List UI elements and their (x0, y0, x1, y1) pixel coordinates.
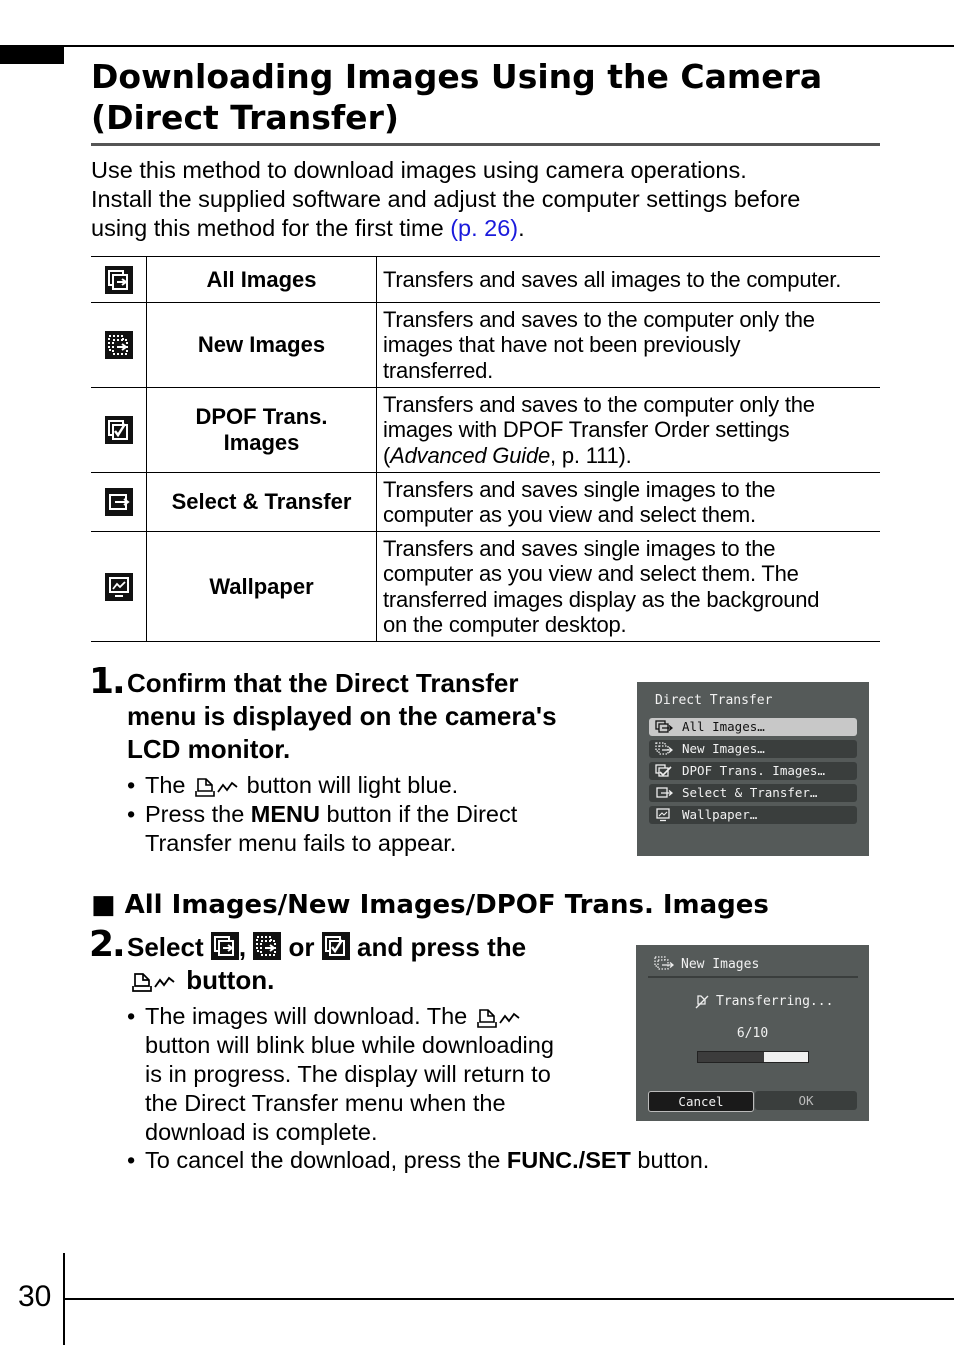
new-images-icon (105, 331, 133, 359)
bullet-text: To cancel the download, press the (145, 1147, 507, 1173)
lcd-menu-label: New Images… (682, 741, 765, 756)
dpof-images-icon (655, 764, 673, 778)
page-26-link[interactable]: (p. 26) (450, 215, 519, 241)
wallpaper-icon (655, 808, 673, 822)
step-1-heading (127, 667, 627, 766)
bullet-dot: • (127, 1147, 136, 1173)
new-images-icon (253, 932, 281, 960)
intro-line-3 (91, 214, 891, 243)
transfer-mode-table (91, 256, 880, 642)
table-mode-desc (377, 532, 881, 642)
bullet-text: Transfer menu fails to appear. (145, 830, 457, 856)
lcd-progress-title: New Images (681, 957, 760, 972)
new-images-icon (655, 742, 673, 756)
step-2-heading-line2 (127, 964, 527, 997)
intro-line-2: Install the supplied software and adjust the computer settings before (91, 186, 801, 212)
table-mode-name: All Images (147, 257, 377, 303)
lcd-direct-transfer-menu (637, 682, 869, 856)
bullet-text: button. (630, 1147, 710, 1173)
section-heading-text: All Images/New Images/DPOF Trans. Images (124, 890, 769, 920)
table-icon-cell (91, 532, 147, 642)
print-share-icon (127, 970, 179, 994)
table-row (91, 473, 880, 532)
lcd-menu-label: Wallpaper… (682, 807, 758, 822)
step-1-bullet-2 (127, 800, 615, 858)
title-rule (91, 143, 880, 146)
heading-text: Select (127, 932, 204, 962)
desc-line: Transfers and saves to the computer only the (383, 391, 815, 417)
table-mode-desc (377, 473, 881, 532)
desc-line: Transfers and saves all images to the computer. (383, 266, 842, 292)
dpof-images-icon (105, 416, 133, 444)
bullet-text: button will light blue. (246, 772, 459, 798)
mode-name-line: Images (223, 430, 300, 455)
desc-line: transferred images display as the background (383, 586, 820, 612)
table-icon-cell (91, 473, 147, 532)
desc-line: Transfers and saves to the computer only the (383, 306, 815, 332)
table-row (91, 303, 880, 388)
print-share-icon (192, 776, 240, 798)
table-mode-desc (377, 388, 881, 473)
table-row (91, 532, 880, 642)
desc-line: transferred. (383, 357, 494, 383)
intro-period: . (518, 215, 525, 241)
lcd-title-divider (648, 976, 858, 978)
lcd-progress-bar (697, 1051, 809, 1063)
heading-text: button. (186, 965, 275, 995)
bullet-text: The images will download. The (145, 1003, 468, 1029)
desc-line: computer as you view and select them. (383, 502, 756, 527)
desc-line: Transfers and saves single images to the (383, 476, 776, 502)
table-mode-name (147, 388, 377, 473)
step-2-number: 2. (89, 924, 124, 965)
menu-button-ref: MENU (250, 801, 320, 827)
lcd-status: Transferring... (716, 994, 834, 1009)
all-images-icon (655, 720, 673, 734)
step-2-heading-line1 (127, 931, 627, 964)
bullet-dot: • (127, 1003, 136, 1029)
header-rule (0, 45, 954, 47)
table-mode-name: New Images (147, 303, 377, 388)
section-heading (91, 890, 891, 920)
new-images-icon (654, 956, 674, 972)
lcd-menu-item[interactable] (649, 740, 857, 758)
lcd-menu-item[interactable] (649, 784, 857, 802)
heading-text: and press the (357, 932, 527, 962)
step-1-bullet-1 (127, 771, 615, 800)
page-title-line1: Downloading Images Using the Camera (91, 57, 823, 96)
step-1-number: 1. (89, 661, 124, 702)
lcd-menu-item[interactable] (649, 718, 857, 736)
bullet-text: is in progress. The display will return to (145, 1061, 551, 1087)
bullet-text: The (145, 772, 186, 798)
lcd-menu-label: DPOF Trans. Images… (682, 763, 825, 778)
lcd-progress-fill (698, 1052, 764, 1062)
desc-paren: ( (383, 442, 391, 468)
bullet-text: download is complete. (145, 1119, 378, 1145)
dpof-images-icon (322, 932, 350, 960)
lcd-menu-label: Select & Transfer… (682, 785, 818, 800)
bullet-dot: • (127, 772, 136, 798)
table-row (91, 388, 880, 473)
page-number: 30 (18, 1280, 52, 1313)
lcd-transfer-progress (636, 945, 869, 1121)
page-title (91, 56, 891, 138)
desc-page-ref: , p. 111). (550, 442, 632, 468)
all-images-icon (105, 266, 133, 294)
desc-line: on the computer desktop. (383, 612, 627, 637)
lcd-menu-title: Direct Transfer (655, 693, 773, 708)
advanced-guide-ref: Advanced Guide (390, 442, 551, 468)
select-transfer-icon (105, 488, 133, 516)
table-icon-cell (91, 388, 147, 473)
wallpaper-icon (105, 573, 133, 601)
desc-line: computer as you view and select them. The (383, 561, 799, 586)
step-2-bullet-2 (127, 1146, 925, 1175)
table-icon-cell (91, 303, 147, 388)
lcd-count: 6/10 (736, 1026, 769, 1041)
table-row (91, 257, 880, 303)
footer-horizontal-rule (63, 1298, 954, 1300)
bullet-text: button will blink blue while downloading (145, 1032, 554, 1058)
heading-text: or (288, 932, 315, 962)
heading-comma: , (238, 932, 247, 962)
heading-line: menu is displayed on the camera's (127, 701, 557, 731)
table-icon-cell (91, 257, 147, 303)
desc-line: Transfers and saves single images to the (383, 535, 776, 561)
section-marker-icon: ■ (91, 890, 116, 920)
table-mode-desc (377, 303, 881, 388)
lcd-menu-item[interactable] (649, 806, 857, 824)
heading-line: LCD monitor. (127, 734, 291, 764)
table-mode-name: Select & Transfer (147, 473, 377, 532)
step-2-bullet-1 (127, 1002, 615, 1147)
bullet-text: Press the (145, 801, 251, 827)
mode-name-line: DPOF Trans. (195, 404, 328, 429)
desc-line: images with DPOF Transfer Order settings (383, 417, 790, 443)
bullet-dot: • (127, 801, 136, 827)
lcd-cancel-button[interactable]: Cancel (648, 1091, 754, 1112)
heading-line: Confirm that the Direct Transfer (127, 668, 519, 698)
lcd-menu-label: All Images… (682, 719, 765, 734)
bullet-text: button if the Direct (320, 801, 518, 827)
bullet-text: the Direct Transfer menu when the (145, 1090, 506, 1116)
all-images-icon (211, 932, 239, 960)
lcd-menu-item[interactable] (649, 762, 857, 780)
desc-line: images that have not been previously (383, 332, 741, 358)
intro-line-1: Use this method to download images using camera operations. (91, 157, 747, 183)
table-mode-name: Wallpaper (147, 532, 377, 642)
print-share-icon (474, 1007, 522, 1029)
transfer-in-progress-icon (694, 994, 710, 1010)
func-set-button-ref: FUNC./SET (506, 1147, 631, 1173)
header-tab (0, 45, 64, 64)
intro-text: using this method for the first time (91, 215, 451, 241)
table-mode-desc (377, 257, 881, 303)
page-title-line2: (Direct Transfer) (91, 98, 399, 137)
select-transfer-icon (655, 786, 673, 800)
lcd-ok-button[interactable]: OK (755, 1091, 857, 1110)
